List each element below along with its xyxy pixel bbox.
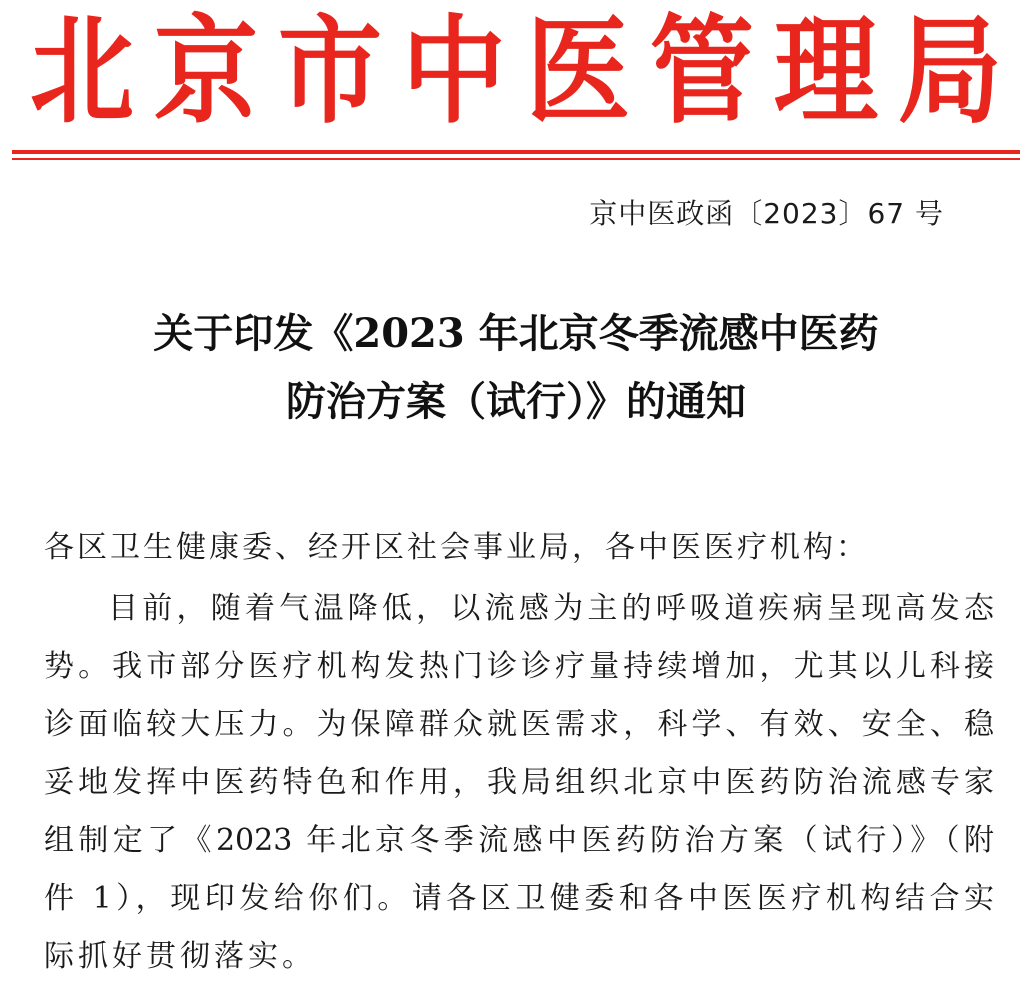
masthead-char: 市 [277,2,382,140]
body-paragraph [44,580,994,986]
masthead-char: 管 [649,2,754,140]
body-line: 目前，随着气温降低，以流感为主的呼吸道疾病呈现高发态 [108,591,994,626]
body-line: 势。我市部分医疗机构发热门诊诊疗量持续增加，尤其以儿科接 [44,649,994,684]
title-line: 关于印发《2023 年北京冬季流感中医药 [153,310,879,357]
body-line: 诊面临较大压力。为保障群众就医需求，科学、有效、安全、稳 [44,707,994,742]
masthead-char: 中 [401,2,506,140]
masthead-char: 北 [30,2,135,140]
document-number: 京中医政函〔2023〕67 号 [589,197,944,230]
agency-masthead [30,2,1002,140]
masthead-char: 医 [525,2,630,140]
body-line: 件 1），现印发给你们。请各区卫健委和各中医医疗机构结合实 [44,881,994,916]
masthead-char: 京 [153,2,258,140]
body-line: 组制定了《2023 年北京冬季流感中医药防治方案（试行）》（附 [44,823,994,858]
title-line: 防治方案（试行）》的通知 [286,378,746,425]
masthead-divider-thin [12,158,1020,160]
masthead-char: 理 [773,2,878,140]
masthead-char: 局 [897,2,1002,140]
masthead-divider-thick [12,150,1020,154]
document-title [0,300,1032,436]
salutation: 各区卫生健康委、经开区社会事业局，各中医医疗机构： [44,530,869,565]
body-line: 妥地发挥中医药特色和作用，我局组织北京中医药防治流感专家 [44,765,994,800]
body-line: 际抓好贯彻落实。 [44,939,316,974]
